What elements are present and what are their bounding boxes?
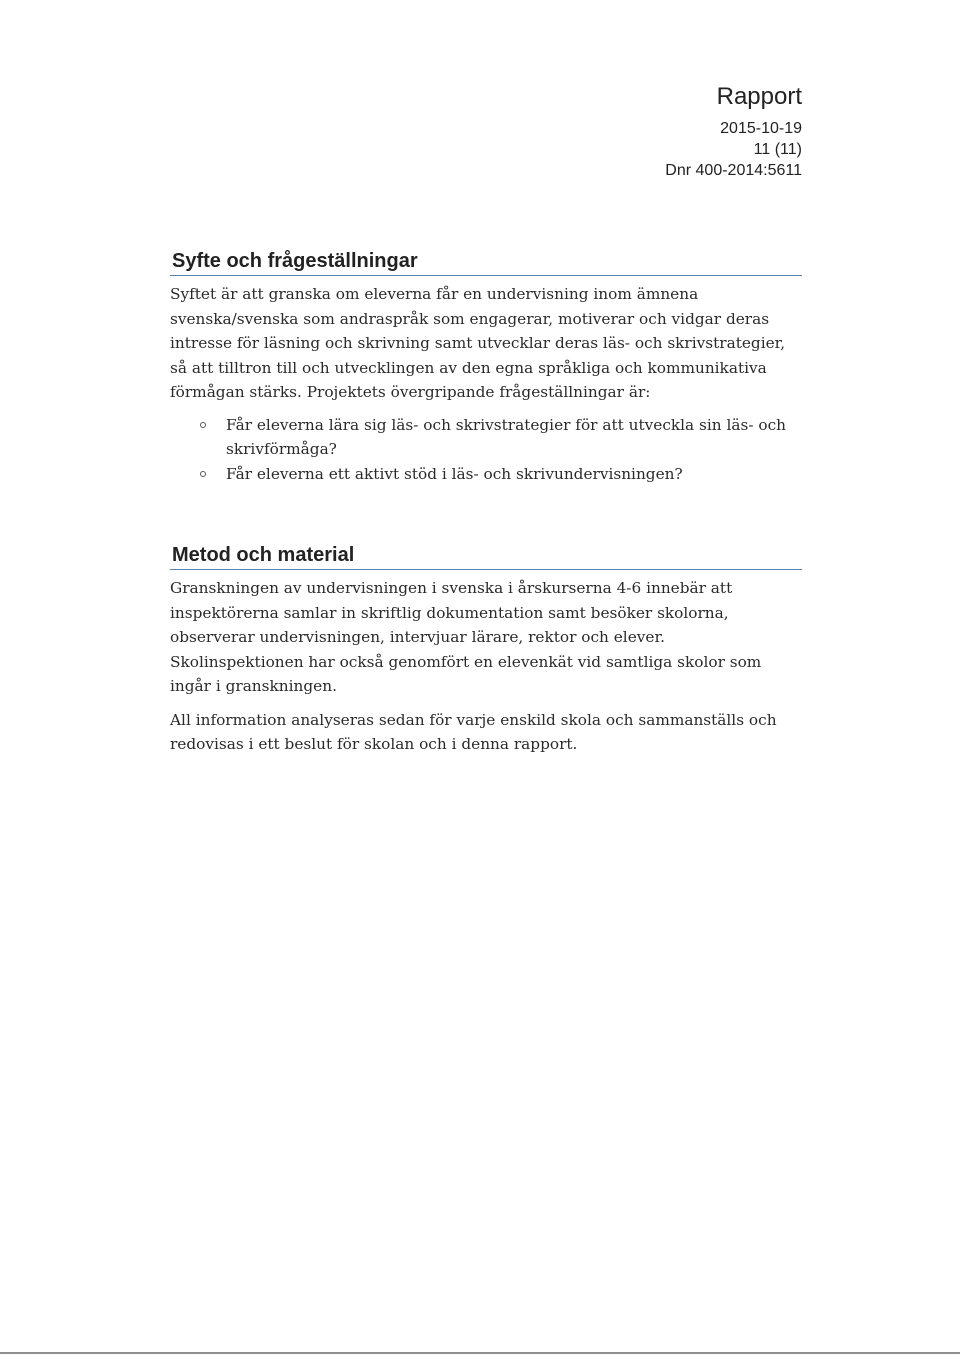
page-number: 11 (11) — [753, 141, 802, 158]
document-date: 2015-10-19 — [720, 120, 802, 137]
list-item — [170, 413, 802, 462]
list-item-text: Får eleverna lära sig läs- och skrivstrategier för att utveckla sin läs- och skrivförmåga? — [226, 415, 787, 458]
list-item — [170, 462, 802, 487]
question-list — [170, 413, 802, 487]
section-syfte — [170, 248, 802, 486]
document-type: Rapport — [716, 83, 802, 110]
bullet-icon — [200, 422, 206, 428]
section-metod — [170, 542, 802, 757]
document-header — [665, 80, 802, 181]
diary-number: Dnr 400-2014:5611 — [665, 162, 802, 179]
section-heading: Syfte och frågeställningar — [170, 248, 802, 276]
list-item-text: Får eleverna ett aktivt stöd i läs- och skrivundervisningen? — [226, 464, 683, 483]
section-paragraph: Granskningen av undervisningen i svenska i årskurserna 4-6 innebär att inspektörerna samlar in skriftlig dokumentation samt besöker skolorna, observerar undervisningen, intervjuar lärare, rektor och elever. Skolinspektionen har också genomfört en elevenkät vid samtliga skolor som ingår i granskningen. — [170, 579, 762, 695]
bullet-icon — [200, 471, 206, 477]
section-paragraph: Syftet är att granska om eleverna får en undervisning inom ämnena svenska/svenska som andraspråk som engagerar, motiverar och vidgar deras intresse för läsning och skrivning samt utvecklar deras läs- och skrivstrategier, så att tilltron till och utvecklingen av den egna språkliga och kommunikativa förmågan stärks. Projektets övergripande frågeställningar är: — [170, 285, 786, 401]
section-paragraph: All information analyseras sedan för varje enskild skola och sammanställs och redovisas i ett beslut för skolan och i denna rapport. — [170, 710, 777, 753]
section-heading: Metod och material — [170, 542, 802, 570]
scan-edge-divider — [0, 1352, 960, 1354]
